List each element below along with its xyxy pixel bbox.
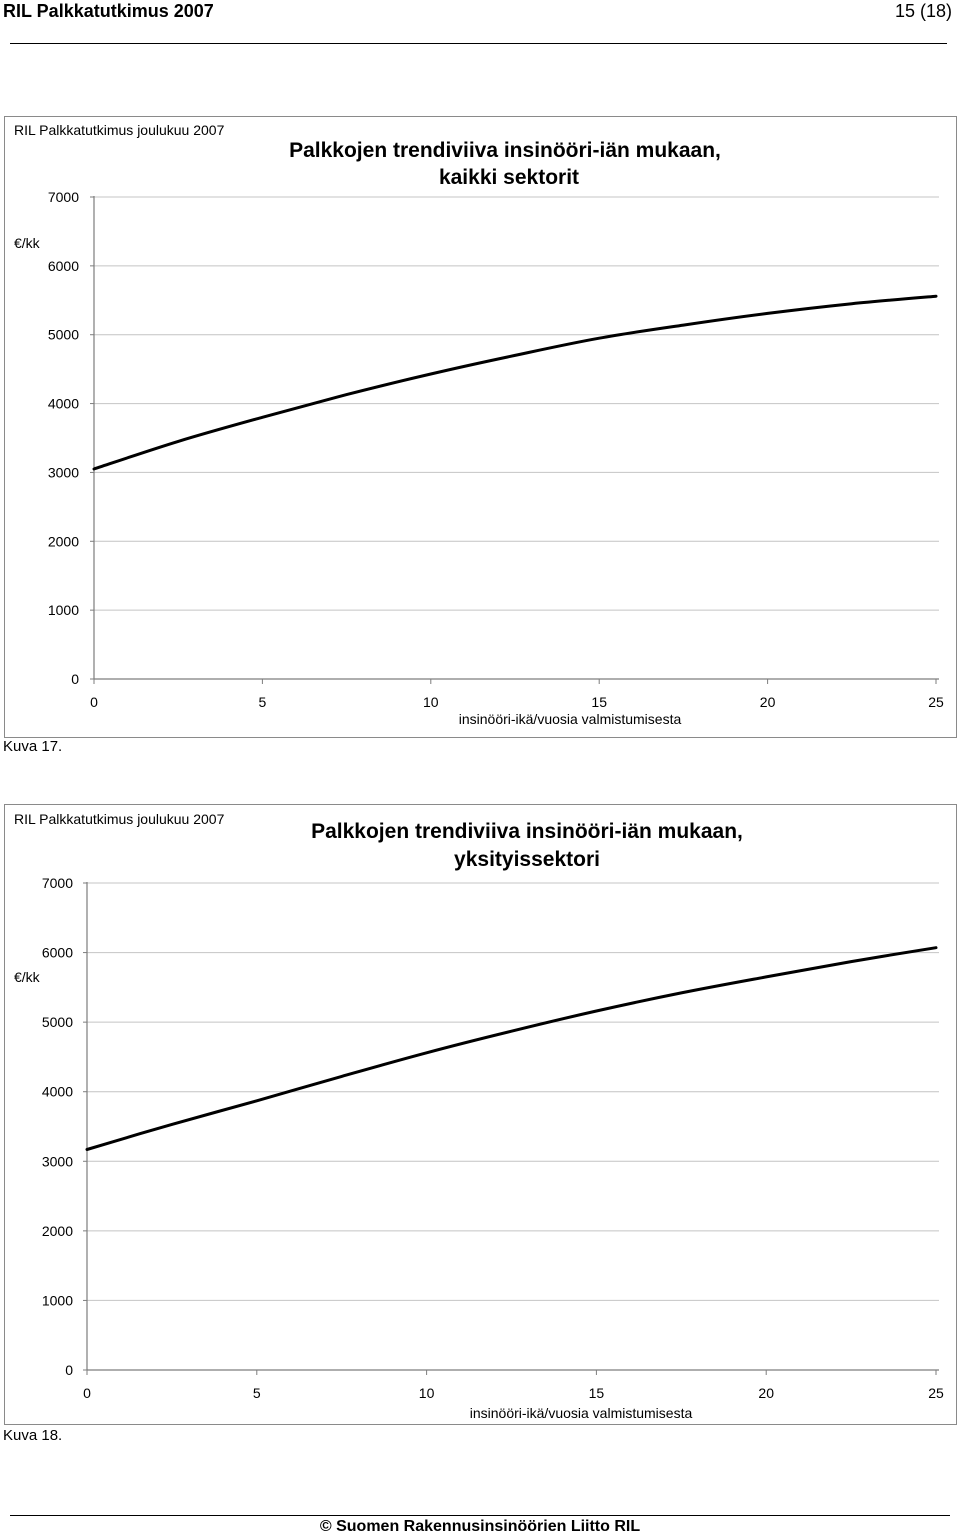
y-tick-label: 3000 [47,464,79,481]
y-tick-label: 0 [71,671,79,687]
chart-source-label: RIL Palkkatutkimus joulukuu 2007 [14,122,225,138]
chart-source-label: RIL Palkkatutkimus joulukuu 2007 [14,811,225,827]
chart-svg [5,117,958,739]
y-tick-label: 0 [65,1362,73,1378]
y-tick-label: 1000 [41,1292,73,1309]
x-tick-label: 10 [418,1385,435,1401]
y-axis-label: €/kk [14,969,40,985]
footer-rule [10,1515,950,1516]
chart-frame-private-sector [4,804,957,1425]
header-rule [10,43,947,44]
document-title: RIL Palkkatutkimus 2007 [3,1,214,21]
y-tick-label: 2000 [41,1222,73,1239]
y-tick-label: 5000 [41,1014,73,1031]
y-tick-label: 2000 [47,533,79,550]
y-tick-label: 3000 [41,1153,73,1170]
x-tick-label: 20 [758,1385,774,1401]
chart-title-line: Palkkojen trendiviiva insinööri-iän mukaan, [311,820,743,843]
footer-copyright: © Suomen Rakennusinsinöörien Liitto RIL [319,1518,641,1535]
y-tick-label: 6000 [47,257,79,274]
y-tick-label: 7000 [41,875,73,891]
x-tick-label: 25 [928,694,944,710]
chart-svg [5,805,958,1426]
x-tick-label: 5 [252,1385,261,1401]
chart-title-line: yksityissektori [454,848,600,871]
series-line-trendiviiva [87,948,936,1150]
series-line-trendiviiva [94,296,936,469]
x-axis-label: insinööri-ikä/vuosia valmistumisesta [458,711,682,727]
page-number: 15 (18) [894,1,952,21]
figure-caption-18: Kuva 18. [3,1427,63,1444]
y-tick-label: 4000 [41,1083,73,1100]
x-tick-label: 25 [928,1385,944,1401]
y-tick-label: 6000 [41,944,73,961]
x-tick-label: 20 [759,694,776,710]
x-tick-label: 10 [423,694,439,710]
y-tick-label: 1000 [47,602,79,619]
y-tick-label: 4000 [47,395,79,412]
x-tick-label: 0 [90,694,98,710]
x-tick-label: 5 [258,694,267,710]
x-tick-label: 0 [83,1385,91,1401]
y-tick-label: 5000 [47,326,79,343]
page-header [0,0,960,44]
x-tick-label: 15 [591,694,607,710]
x-axis-label: insinööri-ikä/vuosia valmistumisesta [469,1405,693,1421]
chart-title-line: kaikki sektorit [438,166,580,189]
y-axis-label: €/kk [14,235,40,251]
x-tick-label: 15 [588,1385,605,1401]
chart-title-line: Palkkojen trendiviiva insinööri-iän mukaan, [289,139,721,162]
chart-frame-all-sectors [4,116,957,738]
figure-caption-17: Kuva 17. [3,738,63,755]
y-tick-label: 7000 [47,189,79,205]
